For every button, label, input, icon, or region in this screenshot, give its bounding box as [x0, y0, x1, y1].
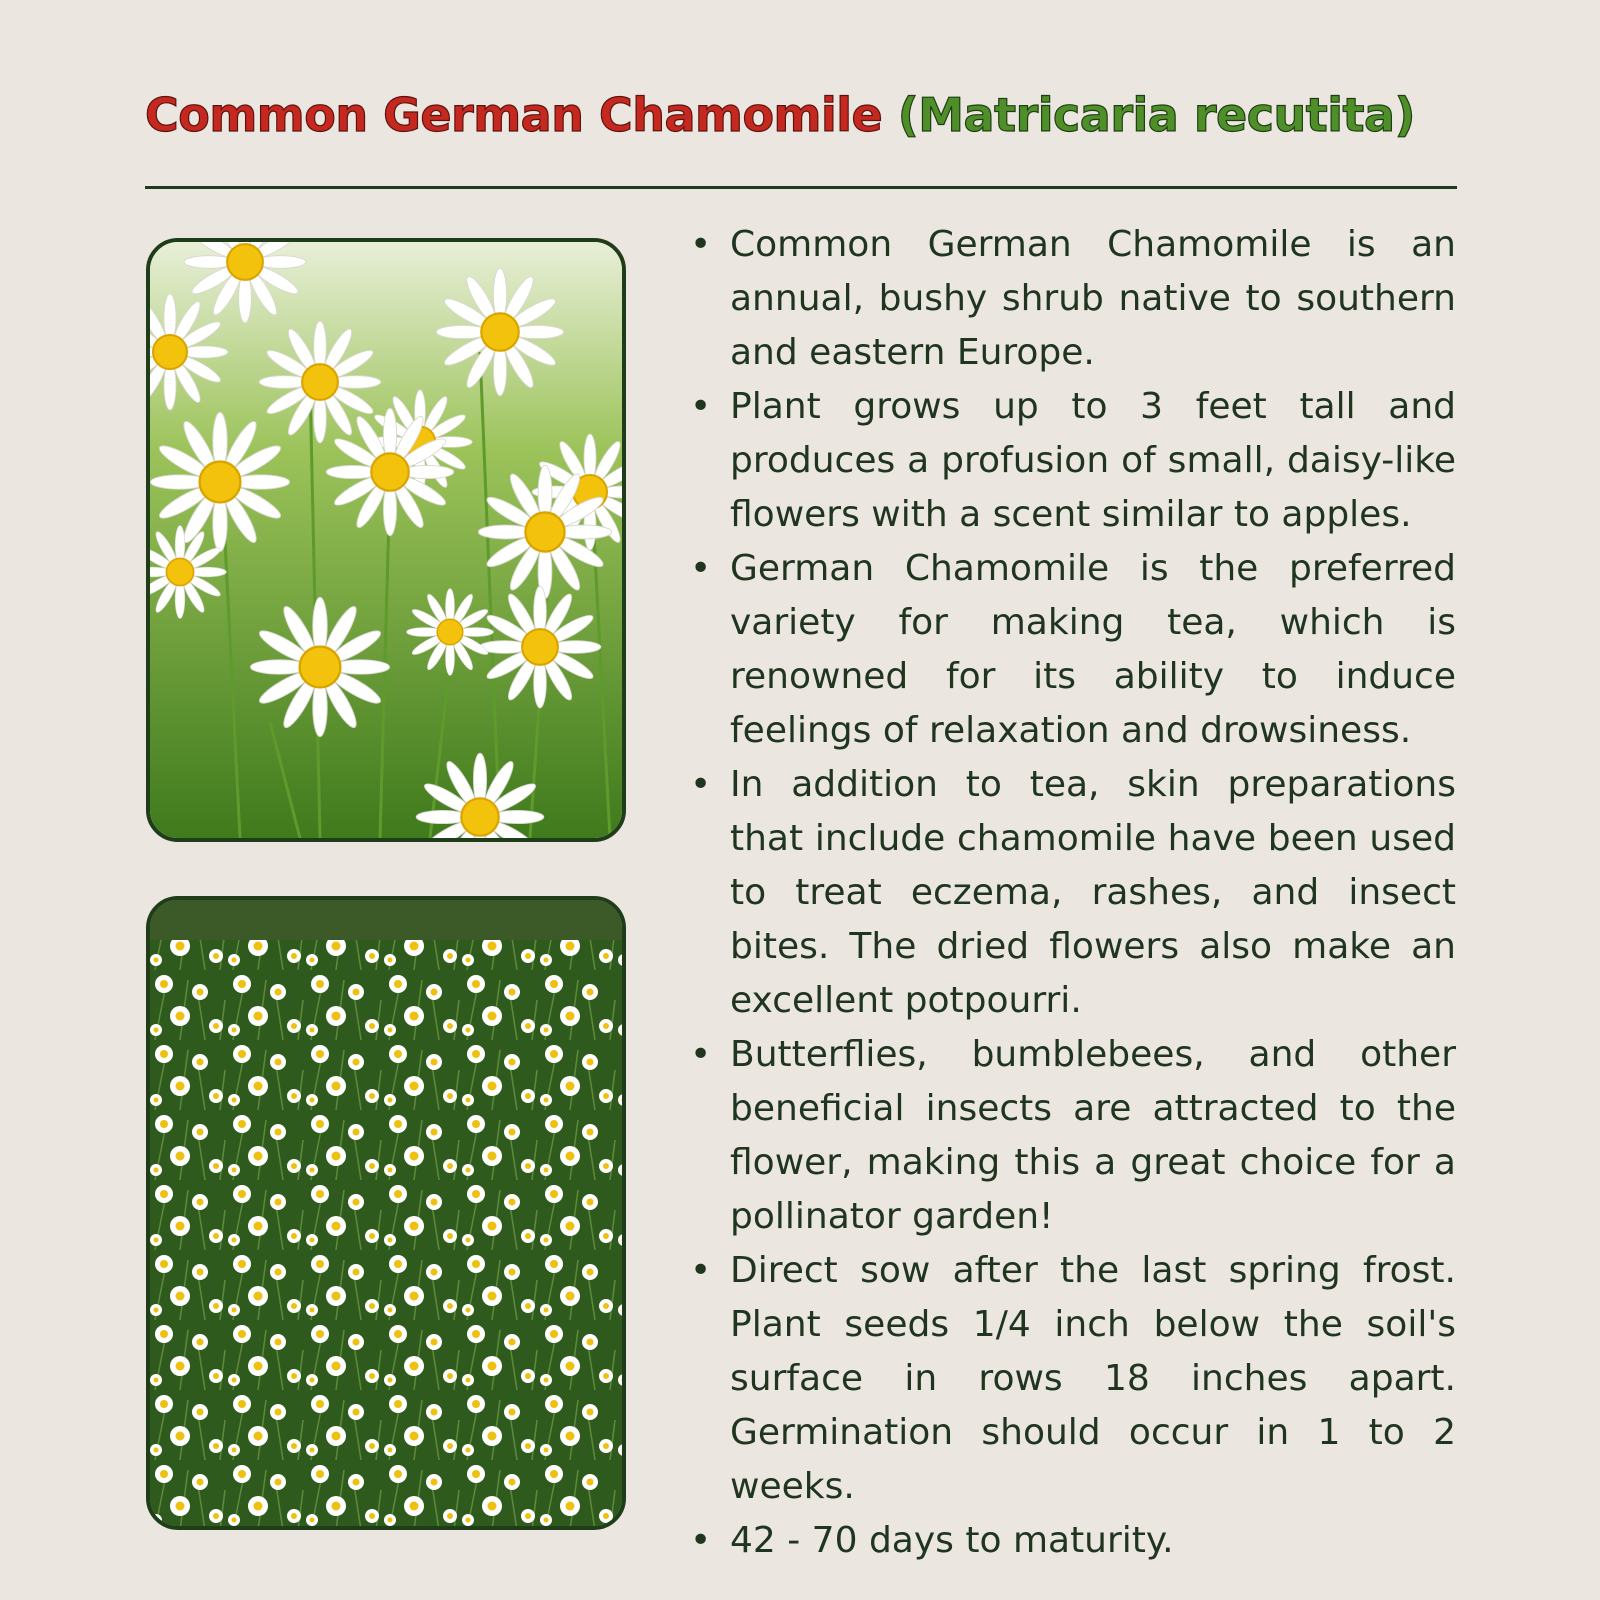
- list-item: • Butterflies, bumblebees, and other beneficial insects are attracted to the flower, making this a great choice for a pollinator garden!: [690, 1028, 1456, 1244]
- list-item: • Common German Chamomile is an annual, bushy shrub native to southern and eastern Europe.: [690, 218, 1456, 380]
- title-divider: [145, 186, 1457, 189]
- list-item: • Plant grows up to 3 feet tall and produces a profusion of small, daisy-like flowers with a scent similar to apples.: [690, 380, 1456, 542]
- page-title: [145, 88, 1465, 142]
- chamomile-field-photo: [146, 896, 626, 1530]
- list-item: • In addition to tea, skin preparations that include chamomile have been used to treat eczema, rashes, and insect bites. The dried flowers also make an excellent potpourri.: [690, 758, 1456, 1028]
- title-scientific-name: (Matricaria recutita): [897, 88, 1416, 142]
- list-item: • Direct sow after the last spring frost. Plant seeds 1/4 inch below the soil's surface in rows 18 inches apart. Germination should occur in 1 to 2 weeks.: [690, 1244, 1456, 1514]
- list-item: • 42 - 70 days to maturity.: [690, 1514, 1456, 1568]
- chamomile-closeup-photo: [146, 238, 626, 842]
- feature-list: [690, 218, 1456, 1568]
- list-item: • German Chamomile is the preferred variety for making tea, which is renowned for its ability to induce feelings of relaxation and drowsiness.: [690, 542, 1456, 758]
- title-common-name: Common German Chamomile: [145, 88, 883, 142]
